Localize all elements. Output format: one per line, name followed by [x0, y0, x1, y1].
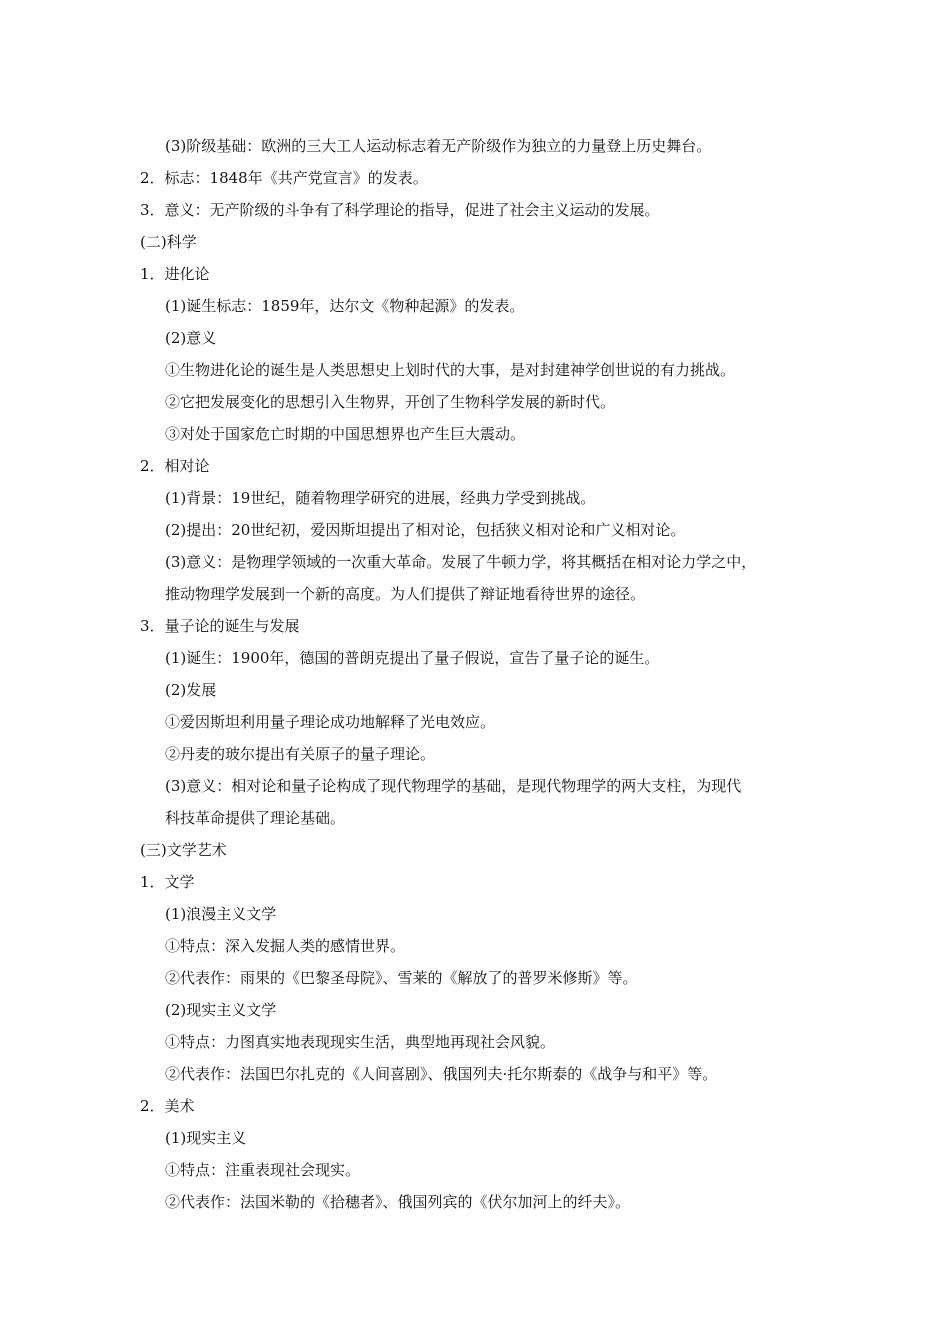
text-line: (1)背景：19世纪，随着物理学研究的进展，经典力学受到挑战。 [165, 489, 596, 507]
text-line: ①特点：深入发掘人类的感情世界。 [165, 937, 406, 955]
text-line: 科技革命提供了理论基础。 [165, 809, 346, 827]
text-line: ①特点：力图真实地表现现实生活，典型地再现社会风貌。 [165, 1033, 556, 1051]
text-line: ②代表作：法国米勒的《拾穗者》、俄国列宾的《伏尔加河上的纤夫》。 [165, 1193, 631, 1211]
text-line: 1．进化论 [140, 265, 210, 283]
text-line: (1)诞生：1900年，德国的普朗克提出了量子假说，宣告了量子论的诞生。 [165, 649, 660, 667]
text-line: (3)意义：是物理学领域的一次重大革命。发展了牛顿力学，将其概括在相对论力学之中， [165, 553, 757, 571]
text-line: ②代表作：雨果的《巴黎圣母院》、雪莱的《解放了的普罗米修斯》等。 [165, 969, 638, 987]
text-line: (2)发展 [165, 681, 217, 699]
text-line: (3)意义：相对论和量子论构成了现代物理学的基础，是现代物理学的两大支柱，为现代 [165, 777, 742, 795]
text-line: (二)科学 [140, 233, 197, 251]
text-line: ①爱因斯坦利用量子理论成功地解释了光电效应。 [165, 713, 496, 731]
text-line: ③对处于国家危亡时期的中国思想界也产生巨大震动。 [165, 425, 526, 443]
text-line: ②代表作：法国巴尔扎克的《人间喜剧》、俄国列夫·托尔斯泰的《战争与和平》等。 [165, 1065, 718, 1083]
text-line: (2)意义 [165, 329, 217, 347]
text-line: (2)提出：20世纪初，爱因斯坦提出了相对论，包括狭义相对论和广义相对论。 [165, 521, 686, 539]
text-line: (2)现实主义文学 [165, 1001, 277, 1019]
text-line: ②它把发展变化的思想引入生物界，开创了生物科学发展的新时代。 [165, 393, 616, 411]
text-line: 1．文学 [140, 873, 195, 891]
text-line: 3．意义：无产阶级的斗争有了科学理论的指导，促进了社会主义运动的发展。 [140, 201, 660, 219]
text-line: ②丹麦的玻尔提出有关原子的量子理论。 [165, 745, 436, 763]
text-line: (三)文学艺术 [140, 841, 227, 859]
text-line: (1)浪漫主义文学 [165, 905, 277, 923]
text-line: ①生物进化论的诞生是人类思想史上划时代的大事，是对封建神学创世说的有力挑战。 [165, 361, 736, 379]
text-line: 2．相对论 [140, 457, 210, 475]
text-line: ①特点：注重表现社会现实。 [165, 1161, 361, 1179]
text-line: 2．美术 [140, 1097, 195, 1115]
text-line: 推动物理学发展到一个新的高度。为人们提供了辩证地看待世界的途径。 [165, 585, 646, 603]
text-line: 2．标志：1848年《共产党宣言》的发表。 [140, 169, 428, 187]
text-line: (1)诞生标志：1859年，达尔文《物种起源》的发表。 [165, 297, 525, 315]
text-line: (3)阶级基础：欧洲的三大工人运动标志着无产阶级作为独立的力量登上历史舞台。 [165, 137, 712, 155]
text-line: 3．量子论的诞生与发展 [140, 617, 300, 635]
text-line: (1)现实主义 [165, 1129, 247, 1147]
